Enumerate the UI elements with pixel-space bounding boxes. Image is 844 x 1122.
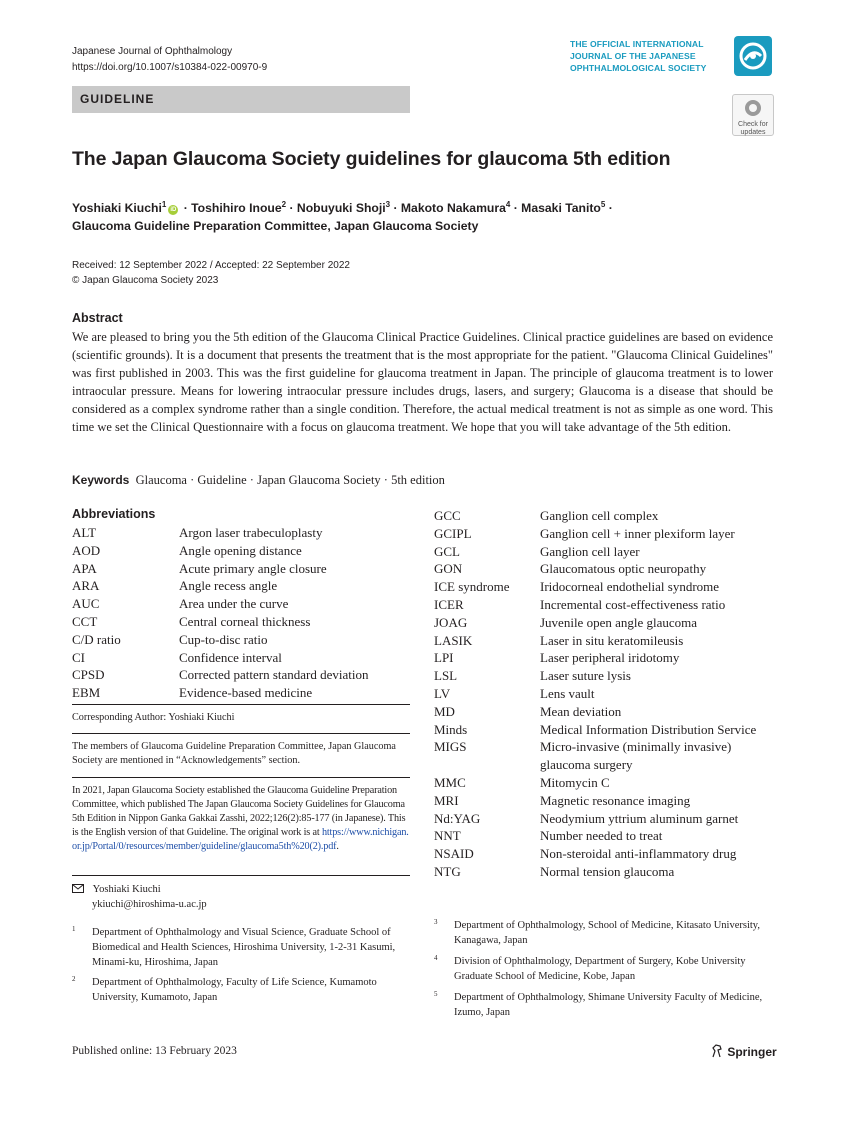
affiliation-number: 3 xyxy=(434,918,438,926)
abbreviation-term: EBM xyxy=(72,685,101,701)
abbreviation-term: GCC xyxy=(434,508,461,523)
society-logo xyxy=(734,36,772,76)
abbreviation-term: GON xyxy=(434,561,463,577)
abbreviation-definition: Laser suture lysis xyxy=(540,668,631,684)
abbreviation-row xyxy=(72,542,369,560)
publisher-logo xyxy=(710,1044,777,1061)
abbreviation-term: MRI xyxy=(434,792,459,808)
author-affiliation-mark: 5 xyxy=(600,200,606,209)
abbreviation-definition: Ganglion cell complex xyxy=(540,508,659,523)
abbreviation-definition: Argon laser trabeculoplasty xyxy=(179,525,323,540)
abbreviation-definition: Iridocorneal endothelial syndrome xyxy=(540,579,720,595)
abbreviation-row xyxy=(434,614,780,632)
article-type: GUIDELINE xyxy=(80,92,155,106)
abbreviation-definition: Area under the curve xyxy=(179,596,289,612)
abbreviation-term: APA xyxy=(72,560,97,576)
abbreviation-row xyxy=(434,632,780,650)
abbreviation-term: Nd:YAG xyxy=(434,810,481,826)
author-name[interactable]: Yoshiaki Kiuchi xyxy=(72,201,162,216)
abbreviation-row xyxy=(434,827,780,845)
abbreviation-definition: Confidence interval xyxy=(179,649,282,665)
abbreviation-term: CPSD xyxy=(72,667,105,683)
author-affiliation-mark: 4 xyxy=(505,200,511,209)
abbreviation-term: AOD xyxy=(72,542,101,558)
society-name: THE OFFICIAL INTERNATIONAL JOURNAL OF THE JAPANESE OPHTHALMOLOGICAL SOCIETY xyxy=(570,39,707,73)
abbreviation-definition: Mitomycin C xyxy=(540,774,610,790)
affiliation-number: 1 xyxy=(72,925,76,933)
affiliation-item xyxy=(434,918,774,950)
copyright: © Japan Glaucoma Society 2023 xyxy=(72,275,219,286)
abbreviation-term: MIGS xyxy=(434,739,467,755)
history-end: . xyxy=(336,841,339,852)
abbreviation-definition: Lens vault xyxy=(540,685,595,701)
keywords-list: Glaucoma · Guideline · Japan Glaucoma Society · 5th edition xyxy=(135,473,445,487)
abbreviation-row xyxy=(434,596,780,614)
springer-horse-icon xyxy=(710,1044,724,1061)
abbreviation-definition: Central corneal thickness xyxy=(179,613,311,629)
author-affiliation-mark: 1 xyxy=(161,200,167,209)
abbreviation-row xyxy=(72,595,369,613)
abbreviation-row xyxy=(434,721,780,739)
committee-name: Glaucoma Guideline Preparation Committee, Japan Glaucoma Society xyxy=(72,219,479,234)
author-name[interactable]: · Nobuyuki Shoji xyxy=(286,201,386,216)
published-online: Published online: 13 February 2023 xyxy=(72,1045,237,1057)
abbreviation-row xyxy=(72,577,369,595)
abbreviation-row xyxy=(434,507,780,525)
abbreviation-term: Minds xyxy=(434,721,468,737)
abbreviation-row xyxy=(434,578,780,596)
abbreviation-row xyxy=(434,667,780,685)
affiliation-number: 5 xyxy=(434,990,438,998)
abbreviation-definition: Mean deviation xyxy=(540,703,622,719)
abbreviation-term: MD xyxy=(434,703,455,719)
abbreviation-row xyxy=(434,525,780,543)
abbreviation-row xyxy=(434,863,780,881)
abbreviation-term: JOAG xyxy=(434,614,468,630)
abbreviation-term: C/D ratio xyxy=(72,631,121,647)
abbreviation-term: LSL xyxy=(434,668,458,684)
abbreviations-heading: Abbreviations xyxy=(72,507,156,521)
abbreviation-definition: Non-steroidal anti-inflammatory drug xyxy=(540,846,737,862)
doi-link[interactable]: https://doi.org/10.1007/s10384-022-00970-9 xyxy=(72,62,268,73)
abbreviation-term: GCIPL xyxy=(434,525,472,541)
abbreviation-term: AUC xyxy=(72,596,100,612)
abbreviation-definition: Ganglion cell + inner plexiform layer xyxy=(540,525,735,541)
affiliation-text: Department of Ophthalmology, Faculty of Life Science, Kumamoto University, Kumamoto, Japan xyxy=(92,977,377,1003)
members-note: The members of Glaucoma Guideline Preparation Committee, Japan Glaucoma Society are mentioned in “Acknowledgements” section. xyxy=(72,741,396,766)
author-name[interactable]: · Toshihiro Inoue xyxy=(180,201,282,216)
abbreviation-definition: Incremental cost-effectiveness ratio xyxy=(540,596,726,612)
history-text: In 2021, Japan Glaucoma Society established the Glaucoma Guideline Preparation Committee, which published The Japan Glaucoma Society Guidelines for Glaucoma 5th Edition in Nippon Ganka Gakkai Zasshi, 2022;126(2):85-177 (in Japanese). This is the English version of that Guideline. The original work is at xyxy=(72,785,406,838)
affiliation-item xyxy=(434,990,774,1022)
corresponding-author-note: Corresponding Author: Yoshiaki Kiuchi xyxy=(72,712,235,723)
abbreviation-definition: Corrected pattern standard deviation xyxy=(179,667,369,683)
abbreviation-definition: Evidence-based medicine xyxy=(179,685,313,701)
keywords xyxy=(72,471,445,489)
divider xyxy=(72,704,410,705)
divider xyxy=(72,875,410,876)
keywords-label: Keywords xyxy=(72,473,130,487)
abbreviation-row xyxy=(434,810,780,828)
orcid-icon[interactable]: iD xyxy=(170,207,177,214)
abbreviation-definition: Number needed to treat xyxy=(540,828,663,844)
affiliation-item xyxy=(72,925,402,971)
abbreviation-row xyxy=(72,684,369,702)
abbreviation-definition: Neodymium yttrium aluminum garnet xyxy=(540,810,739,826)
affiliation-number: 4 xyxy=(434,954,438,962)
check-updates-icon xyxy=(743,98,763,118)
abbreviation-term: NNT xyxy=(434,828,461,844)
abbreviation-row xyxy=(434,543,780,561)
abbreviation-term: MMC xyxy=(434,774,466,790)
affiliation-number: 2 xyxy=(72,975,76,983)
journal-header xyxy=(72,44,267,76)
abbreviation-row xyxy=(434,685,780,703)
contact-block xyxy=(72,882,207,912)
contact-name: Yoshiaki Kiuchi xyxy=(92,884,161,895)
affiliation-text: Department of Ophthalmology and Visual Science, Graduate School of Biomedical and Health Sciences, Hiroshima University, 1-2-31 Kasumi, Minami-ku, Hiroshima, Japan xyxy=(92,927,396,968)
abbreviation-definition: Normal tension glaucoma xyxy=(540,863,675,879)
abbreviation-definition: Magnetic resonance imaging xyxy=(540,792,691,808)
author-name[interactable]: · Masaki Tanito xyxy=(510,201,601,216)
abbreviation-row xyxy=(434,774,780,792)
abbreviation-definition: Laser peripheral iridotomy xyxy=(540,650,680,666)
author-list xyxy=(72,196,772,235)
abbreviation-row xyxy=(434,649,780,667)
abbreviation-definition: Glaucomatous optic neuropathy xyxy=(540,561,707,577)
envelope-icon xyxy=(72,883,84,892)
abbreviation-term: CCT xyxy=(72,613,98,629)
abbreviation-row xyxy=(72,560,369,578)
abbreviation-definition: Acute primary angle closure xyxy=(179,560,327,576)
divider xyxy=(72,733,410,734)
author-affiliation-mark: 3 xyxy=(385,200,391,209)
author-separator: · xyxy=(605,201,613,216)
abbreviation-term: ICER xyxy=(434,596,464,612)
abbreviation-row xyxy=(434,560,780,578)
abbreviation-definition: Angle recess angle xyxy=(179,578,278,594)
abbreviation-term: ICE syndrome xyxy=(434,579,510,595)
check-updates-button[interactable] xyxy=(732,94,774,136)
affiliation-text: Department of Ophthalmology, School of Medicine, Kitasato University, Kanagawa, Japan xyxy=(454,920,760,946)
abbreviation-term: NTG xyxy=(434,863,461,879)
abbreviation-row xyxy=(72,649,369,667)
article-dates xyxy=(72,258,350,288)
affiliation-text: Division of Ophthalmology, Department of Surgery, Kobe University Graduate School of Medicine, Kobe, Japan xyxy=(454,956,746,982)
abbreviations-table-right xyxy=(434,507,780,881)
abbreviation-term: CI xyxy=(72,649,85,665)
guideline-pdf-link[interactable]: https://www.nichigan.or.jp/Portal/0/resources/member/guideline/glaucoma5th%20(2).pdf xyxy=(72,827,409,852)
author-name[interactable]: · Makoto Nakamura xyxy=(390,201,506,216)
abbreviation-term: ALT xyxy=(72,525,97,540)
abbreviation-row xyxy=(72,666,369,684)
abbreviation-definition: Micro-invasive (minimally invasive) glaucoma surgery xyxy=(540,739,732,773)
abbreviation-term: LASIK xyxy=(434,632,473,648)
divider xyxy=(72,777,410,778)
contact-email[interactable]: ykiuchi@hiroshima-u.ac.jp xyxy=(92,899,207,910)
abbreviation-term: LV xyxy=(434,685,451,701)
affiliation-item xyxy=(434,954,774,986)
abbreviation-definition: Cup-to-disc ratio xyxy=(179,631,268,647)
abbreviation-definition: Juvenile open angle glaucoma xyxy=(540,614,698,630)
abbreviation-term: LPI xyxy=(434,650,454,666)
abbreviations-table-left xyxy=(72,524,369,702)
author-affiliation-mark: 2 xyxy=(281,200,287,209)
affiliation-text: Department of Ophthalmology, Shimane University Faculty of Medicine, Izumo, Japan xyxy=(454,992,763,1018)
abbreviation-row xyxy=(434,703,780,721)
received-accepted: Received: 12 September 2022 / Accepted: 22 September 2022 xyxy=(72,260,350,271)
abstract-body: We are pleased to bring you the 5th edition of the Glaucoma Clinical Practice Guidelines. Clinical practice guidelines are based on evidence (scientific grounds). It is a document that presents the treatment that is the most appropriate for the patient. "Glaucoma Clinical Guidelines" was first published in 2003. This was the first guideline for glaucoma treatment in Japan. The principle of glaucoma treatment is to lower intraocular pressure. Means for lowering intraocular pressure includes drugs, lasers, and surgery; Glaucoma is a disease that should be considered as a complex syndrome rather than a single condition. Therefore, the actual medical treatment is not as simple as one word. This time we set the Clinical Questionnaire with a focus on glaucoma treatment. We hope that you will take advantage of the 5th edition. xyxy=(72,330,773,434)
abbreviation-row xyxy=(72,524,369,542)
abbreviation-row xyxy=(72,631,369,649)
abbreviation-term: NSAID xyxy=(434,846,474,862)
publisher-name: Springer xyxy=(727,1045,777,1059)
abbreviation-term: ARA xyxy=(72,578,100,594)
abbreviation-definition: Laser in situ keratomileusis xyxy=(540,632,684,648)
abbreviation-definition: Medical Information Distribution Service xyxy=(540,721,757,737)
journal-name: Japanese Journal of Ophthalmology xyxy=(72,46,233,57)
abbreviation-definition: Angle opening distance xyxy=(179,542,302,558)
abbreviation-row xyxy=(434,738,780,774)
abstract-heading: Abstract xyxy=(72,311,123,325)
abbreviation-row xyxy=(72,613,369,631)
affiliation-item xyxy=(72,975,402,1007)
article-title: The Japan Glaucoma Society guidelines for glaucoma 5th edition xyxy=(72,148,671,170)
abbreviation-term: GCL xyxy=(434,543,460,559)
abbreviation-definition: Ganglion cell layer xyxy=(540,543,640,559)
check-updates-label: Check for updates xyxy=(738,121,768,136)
abbreviation-row xyxy=(434,792,780,810)
abbreviation-row xyxy=(434,845,780,863)
history-note xyxy=(72,784,410,854)
